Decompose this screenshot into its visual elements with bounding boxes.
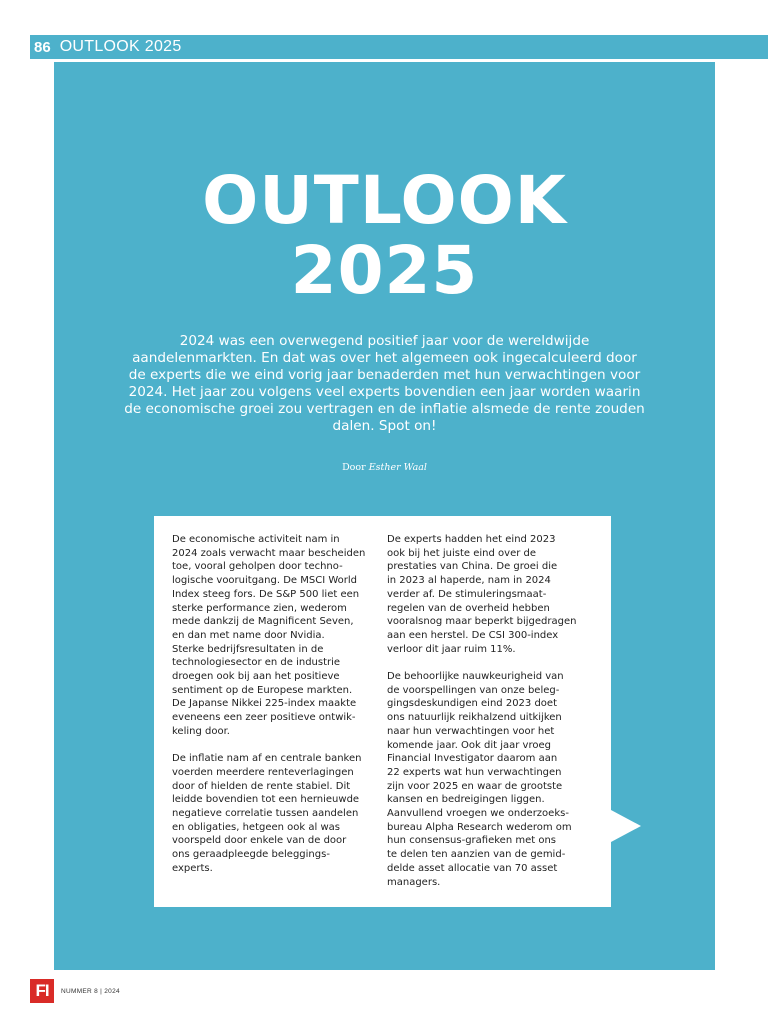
paragraph: De inflatie nam af en centrale banken voerden meerdere renteverlagingen door of hielden de rente stabiel. Dit leidde bovendien tot een hernieuwde negatieve correlatie tussen aandelen en obligaties, hetgeen ook al was voorspeld door enkele van de door ons geraadpleegde beleggings- experts. — [172, 753, 362, 874]
section-title: OUTLOOK 2025 — [59, 38, 182, 55]
byline-author: Esther Waal — [368, 462, 427, 473]
paragraph: De experts hadden het eind 2023 ook bij het juiste eind over de prestaties van China. De groei die in 2023 al haperde, nam in 2024 verder af. De stimuleringsmaat- regelen van de overheid hebben vooralsnog maar beperkt bijgedragen aan een herstel. De CSI 300-index verloor dit jaar ruim 11%. — [387, 534, 577, 655]
byline-prefix: Door — [342, 462, 366, 473]
paragraph: De behoorlijke nauwkeurigheid van de voorspellingen van onze beleg- gingsdeskundigen eind 2023 doet ons natuurlijk reikhalzend uitkijken naar hun verwachtingen voor het komende jaar. Ook dit jaar vroeg Financial Investigator daarom aan 22 experts wat hun verwachtingen zijn voor 2025 en waar de grootste kansen en bedreigingen liggen. Aanvullend vroegen we onderzoeks- bureau Alpha Research wederom om hun consensus-grafieken met ons te delen ten aanzien van de gemid- delde asset allocatie van 70 asset managers. — [387, 671, 572, 888]
intro-paragraph: 2024 was een overwegend positief jaar voor de wereldwijde aandelenmarkten. En dat was over het algemeen ook ingecalculeerd door de experts die we eind vorig jaar benaderden met hun verwachtingen voor 2024. Het jaar zou volgens veel experts bovendien een jaar worden waarin de economische groei zou vertragen en de inflatie alsmede de rente zouden dalen. Spot on! — [124, 333, 645, 434]
byline — [54, 462, 715, 473]
title-line-2: 2025 — [290, 232, 479, 309]
article-column-left — [172, 533, 382, 907]
header-bar — [30, 35, 768, 59]
fi-logo: FI — [30, 979, 54, 1003]
title-line-1: OUTLOOK — [202, 162, 567, 239]
article-column-right — [387, 533, 597, 907]
page-title — [54, 162, 715, 309]
page-number: 86 — [34, 38, 51, 56]
paragraph: De economische activiteit nam in 2024 zoals verwacht maar bescheiden toe, vooral geholpen door techno- logische vooruitgang. De MSCI World Index steeg fors. De S&P 500 liet een sterke performance zien, wederom mede dankzij de Magnificent Seven, en dan met name door Nvidia. Sterke bedrijfsresultaten in de technologiesector en de industrie droegen ook bij aan het positieve sentiment op de Europese markten. De Japanse Nikkei 225-index maakte eveneens een zeer positieve ontwik- keling door. — [172, 534, 366, 737]
issue-label: NUMMER 8 | 2024 — [61, 988, 120, 995]
article-textbox — [154, 516, 611, 907]
pointer-arrow-icon — [611, 810, 641, 842]
hero-panel — [54, 62, 715, 970]
